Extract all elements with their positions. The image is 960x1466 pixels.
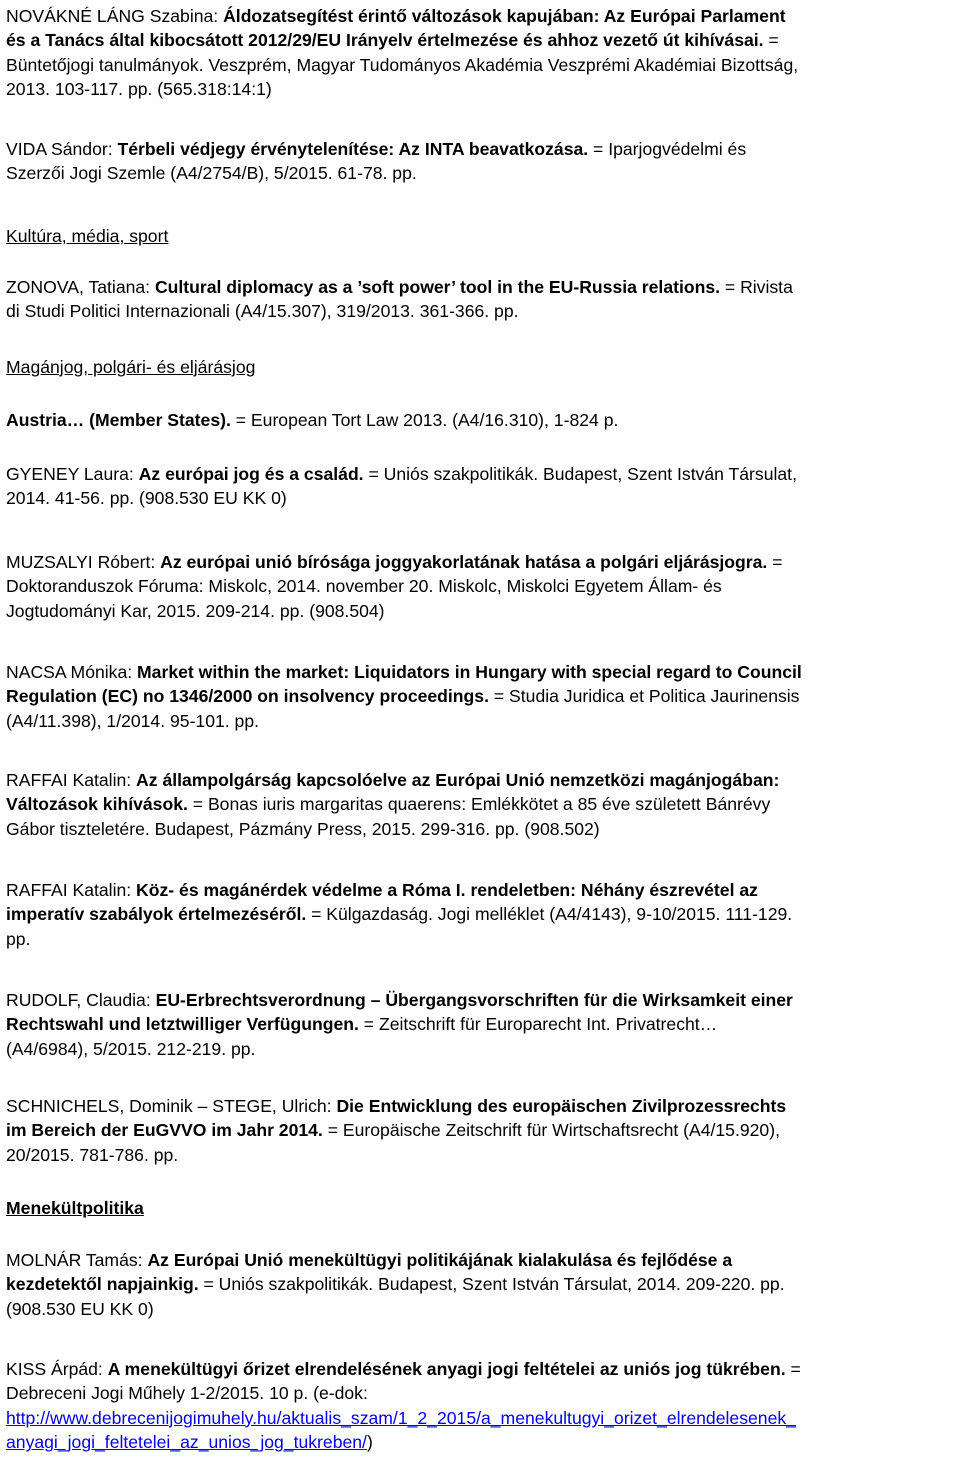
entry-line <box>6 1012 956 1036</box>
title-text: és a Tanács által kibocsátott 2012/29/EU Irányelv értelmezése és ahhoz vezető út kihívásai. <box>6 30 764 51</box>
author-text: MOLNÁR Tamás: <box>6 1250 148 1270</box>
title-text: Market within the market: Liquidators in Hungary with special regard to Council <box>137 662 802 682</box>
entry-line <box>6 709 956 733</box>
entry-line <box>6 878 956 902</box>
bibliography-entry <box>6 768 956 841</box>
source-text: Debreceni Jogi Műhely 1-2/2015. 10 p. (e-dok: <box>6 1383 368 1404</box>
source-text: = European Tort Law 2013. (A4/16.310), 1-824 p. <box>230 410 619 430</box>
bibliography-entry <box>6 408 956 432</box>
source-text: di Studi Politici Internazionali (A4/15.307), 319/2013. 361-366. pp. <box>6 301 519 322</box>
entry-line <box>6 684 956 708</box>
source-text: (A4/6984), 5/2015. 212-219. pp. <box>6 1038 256 1059</box>
author-text: GYENEY Laura: <box>6 464 139 484</box>
title-text: Az európai unió bírósága joggyakorlatának hatása a polgári eljárásjogra. <box>160 552 768 572</box>
title-text: Regulation (EC) no 1346/2000 on insolvency proceedings. <box>6 686 489 707</box>
title-text: Az állampolgárság kapcsolóelve az Európai Unió nemzetközi magánjogában: <box>136 770 780 790</box>
entry-line <box>6 927 956 951</box>
entry-line <box>6 1143 956 1167</box>
closing-paren: ) <box>366 1432 373 1453</box>
entry-line <box>6 1406 956 1430</box>
source-text: Gábor tiszteletére. Budapest, Pázmány Press, 2015. 299-316. pp. (908.502) <box>6 818 600 839</box>
entry-line <box>6 1297 956 1321</box>
author-text: MUZSALYI Róbert: <box>6 552 161 572</box>
section-heading <box>6 1196 956 1220</box>
entry-line <box>6 988 956 1012</box>
author-text: RAFFAI Katalin: <box>6 770 137 790</box>
bibliography-entry <box>6 137 956 186</box>
entry-line <box>6 1381 956 1405</box>
source-text: = Europäische Zeitschrift für Wirtschaftsrecht (A4/15.920), <box>322 1120 780 1141</box>
entry-line <box>6 599 956 623</box>
author-text: KISS Árpád: <box>6 1359 108 1379</box>
bibliography-entry <box>6 1248 956 1321</box>
title-text: imperatív szabályok értelmezéséről. <box>6 904 307 925</box>
title-text: A menekültügyi őrizet elrendelésének anyagi jogi feltételei az uniós jog tükrében. <box>107 1359 786 1379</box>
source-text: = Rivista <box>720 277 793 297</box>
entry-line <box>6 4 956 28</box>
entry-line <box>6 792 956 816</box>
source-text: 2014. 41-56. pp. (908.530 EU KK 0) <box>6 488 287 509</box>
section-heading <box>6 224 956 248</box>
source-text: (A4/11.398), 1/2014. 95-101. pp. <box>6 710 260 731</box>
source-text: = Studia Juridica et Politica Jaurinensis <box>488 686 800 707</box>
bibliography-entry <box>6 4 956 102</box>
author-text: ZONOVA, Tatiana: <box>6 277 155 297</box>
entry-line <box>6 137 956 161</box>
entry-line <box>6 1357 956 1381</box>
bibliography-entry <box>6 988 956 1061</box>
title-text: Köz- és magánérdek védelme a Róma I. rendeletben: Néhány észrevétel az <box>136 880 758 900</box>
title-text: EU-Erbrechtsverordnung – Übergangsvorschriften für die Wirksamkeit einer <box>155 990 793 1010</box>
source-text: (908.530 EU KK 0) <box>6 1298 154 1319</box>
source-text: = Uniós szakpolitikák. Budapest, Szent István Társulat, <box>363 464 797 484</box>
title-text: Rechtswahl und letztwilliger Verfügungen. <box>6 1014 359 1035</box>
source-text: pp. <box>6 928 31 949</box>
source-text: Szerzői Jogi Szemle (A4/2754/B), 5/2015. 61-78. pp. <box>6 163 417 184</box>
bibliography-entry <box>6 878 956 951</box>
entry-line <box>6 28 956 52</box>
source-text: = Bonas iuris margaritas quaerens: Emlékkötet a 85 éve született Bánrévy <box>187 794 771 815</box>
bibliography-entry <box>6 550 956 623</box>
section-heading-text: Kultúra, média, sport <box>6 226 169 246</box>
document-link[interactable]: anyagi_jogi_feltetelei_az_unios_jog_tukreben/ <box>6 1432 367 1453</box>
title-text: im Bereich der EuGVVO im Jahr 2014. <box>6 1120 323 1141</box>
source-text: Doktoranduszok Fóruma: Miskolc, 2014. november 20. Miskolc, Miskolci Egyetem Állam- és <box>6 576 722 597</box>
entry-line <box>6 660 956 684</box>
title-text: Austria… (Member States). <box>6 410 231 430</box>
entry-line <box>6 1118 956 1142</box>
entry-line <box>6 1272 956 1296</box>
entry-line <box>6 1094 956 1118</box>
source-text: 2013. 103-117. pp. (565.318:14:1) <box>6 79 272 100</box>
source-text: = <box>785 1359 801 1379</box>
entry-line <box>6 1037 956 1061</box>
section-heading-text: Menekültpolitika <box>6 1198 144 1218</box>
title-text: Változások kihívások. <box>6 794 188 815</box>
title-text: Cultural diplomacy as a ’soft power’ tool in the EU-Russia relations. <box>154 277 721 297</box>
entry-line <box>6 408 956 432</box>
entry-line <box>6 161 956 185</box>
source-text: = Zeitschrift für Europarecht Int. Privatrecht… <box>358 1014 718 1035</box>
entry-line <box>6 299 956 323</box>
title-text: Die Entwicklung des europäischen Zivilprozessrechts <box>336 1096 787 1116</box>
entry-line <box>6 550 956 574</box>
source-text: = Iparjogvédelmi és <box>588 139 747 159</box>
entry-line <box>6 1430 956 1454</box>
entry-line <box>6 77 956 101</box>
source-text: Büntetőjogi tanulmányok. Veszprém, Magyar Tudományos Akadémia Veszprémi Akadémiai Bizottság, <box>6 54 799 75</box>
author-text: SCHNICHELS, Dominik – STEGE, Ulrich: <box>6 1096 337 1116</box>
document-link[interactable]: http://www.debrecenijogimuhely.hu/aktualis_szam/1_2_2015/a_menekultugyi_orizet_elrendelesenek_ <box>6 1407 796 1428</box>
title-text: Térbeli védjegy érvénytelenítése: Az INTA beavatkozása. <box>117 139 589 159</box>
entry-line <box>6 1248 956 1272</box>
author-text: NOVÁKNÉ LÁNG Szabina: <box>6 6 224 26</box>
bibliography-entry <box>6 660 956 733</box>
entry-line <box>6 275 956 299</box>
author-text: RAFFAI Katalin: <box>6 880 137 900</box>
bibliography-entry <box>6 1357 956 1455</box>
section-heading <box>6 355 956 379</box>
source-text: = Külgazdaság. Jogi melléklet (A4/4143), 9-10/2015. 111-129. <box>306 904 793 925</box>
source-text: 20/2015. 781-786. pp. <box>6 1144 179 1165</box>
title-text: Az Európai Unió menekültügyi politikájának kialakulása és fejlődése a <box>147 1250 733 1270</box>
title-text: Áldozatsegítést érintő változások kapujában: Az Európai Parlament <box>223 6 786 26</box>
entry-line <box>6 462 956 486</box>
author-text: NACSA Mónika: <box>6 662 138 682</box>
entry-line <box>6 486 956 510</box>
entry-line <box>6 53 956 77</box>
entry-line <box>6 902 956 926</box>
bibliography-entry <box>6 462 956 511</box>
source-text: Jogtudományi Kar, 2015. 209-214. pp. (908.504) <box>6 600 385 621</box>
entry-line <box>6 768 956 792</box>
author-text: VIDA Sándor: <box>6 139 118 159</box>
author-text: RUDOLF, Claudia: <box>6 990 156 1010</box>
bibliography-entry <box>6 1094 956 1167</box>
title-text: Az európai jog és a család. <box>138 464 364 484</box>
title-text: kezdetektől napjainkig. <box>6 1274 199 1295</box>
entry-line <box>6 817 956 841</box>
bibliography-entry <box>6 275 956 324</box>
source-text: = Uniós szakpolitikák. Budapest, Szent István Társulat, 2014. 209-220. pp. <box>198 1274 785 1295</box>
source-text: = <box>763 30 779 51</box>
entry-line <box>6 574 956 598</box>
source-text: = <box>767 552 783 572</box>
section-heading-text: Magánjog, polgári- és eljárásjog <box>6 357 256 377</box>
